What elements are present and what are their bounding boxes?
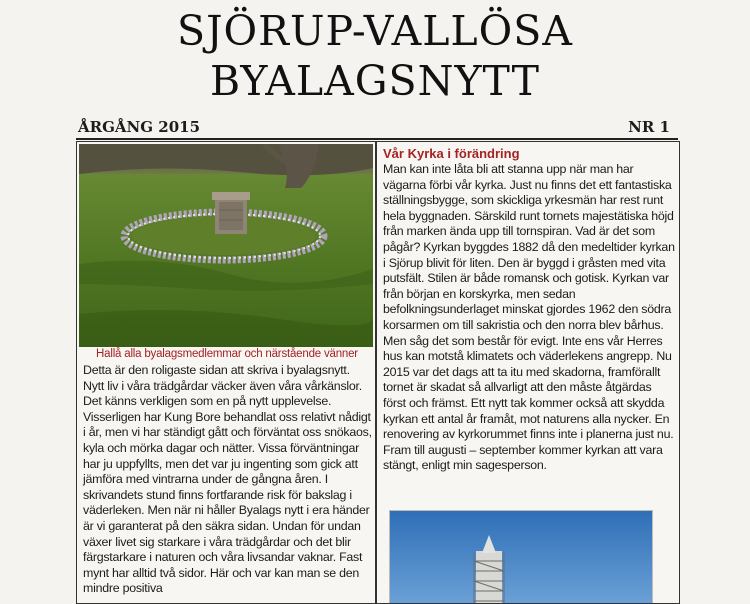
left-column	[76, 141, 376, 604]
issue-bar	[78, 118, 678, 138]
garden-photo-icon	[79, 144, 373, 347]
header-rule	[76, 138, 678, 140]
issue-number: NR 1	[628, 118, 670, 136]
issue-year: ÅRGÅNG 2015	[78, 118, 201, 136]
church-scaffolding-photo-icon	[389, 510, 653, 604]
masthead-title-line1: SJÖRUP-VALLÖSA	[177, 7, 573, 55]
right-column	[376, 141, 680, 604]
article-title-right: Vår Kyrka i förändring	[383, 146, 520, 161]
masthead-title-line2: BYALAGSNYTT	[210, 57, 540, 105]
masthead	[0, 6, 750, 106]
article-body-right: Man kan inte låta bli att stanna upp när man har vägarna förbi vår kyrka. Just nu finns det ett fantastiska ställningsbygge, som skickliga yrkesmän har rest runt hela byggnaden. Särskild runt tornets majestätiska höjd från marken ända upp till tornspiran. Vad är det som pågår? Kyrkan byggdes 1882 då den medeltider kyrkan i Sjörup blivit för liten. Den är byggd i gråsten med vita putsfält. Stilen är både romansk och gotisk. Kyrkan var från början en korskyrka, men sedan befolkningsunderlaget minskat gjordes 1962 den södra korsarmen om till sakristia och den norra blev bårhus. Men såg det som består för evigt. Inte ens vår Herres hus kan motstå klimatets och väderlekens angrepp. Nu 2015 var det dags att ta itu med skadorna, framförallt tornet är skadat så allvarligt att den måste åtgärdas först och främst. Ett nytt tak kommer också att skydda kyrkan ett antal år framåt, mot naturens alla nycker. En renovering av kyrkorummet finns inte i planerna just nu. Fram till augusti – september kommer kyrkan att vara stängt, enligt min sagesperson.	[383, 162, 675, 473]
photo-caption: Hallå alla byalagsmedlemmar och närstående vänner	[96, 348, 358, 360]
article-body-left: Detta är den roligaste sidan att skriva i byalagsnytt. Nytt liv i våra trädgårdar väcker även våra vårkänslor. Det känns verkligen som en på nytt upplevelse. Visserligen har Kung Bore behandlat oss relativt nådigt i år, men vi har ständigt gått och förväntat oss snökaos, kyla och mörka dagar och nätter. Vissa förväntningar har ju uppfyllts, men det var ju ingenting som gick att jämföra med vintrarna under de gångna åren. I skrivandets stund finns fortfarande risk för bakslag i väderleken. Men när ni håller Byalags nytt i era händer är vi garanterat på den säkra sidan. Undan för undan växer livet sig starkare i våra trädgårdar och det blir färgstarkare i naturen och våra livsandar vaknar. Fast mynt har alltid två sidor. Här och var kan man se den mindre positiva	[83, 363, 372, 596]
